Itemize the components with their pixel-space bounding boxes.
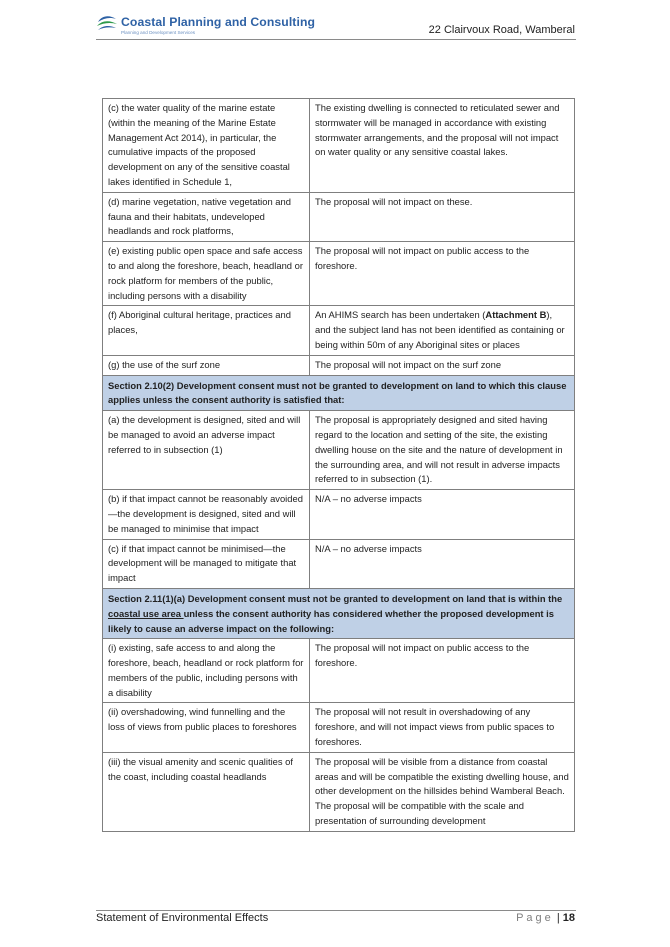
- section-heading: [103, 588, 575, 638]
- company-tagline: Planning and Development Services: [121, 30, 196, 35]
- criterion-cell: (c) the water quality of the marine estate (within the meaning of the Marine Estate Management Act 2014), in particular, the cumulative impacts of the proposed development on any of the sensitive coastal lakes identified in Schedule 1,: [103, 99, 310, 193]
- response-cell: N/A – no adverse impacts: [310, 539, 575, 588]
- table-row: [103, 539, 575, 588]
- wave-swoosh-icon: [96, 14, 118, 34]
- response-text: An AHIMS search has been undertaken (: [315, 309, 486, 321]
- response-cell: The proposal will be visible from a distance from coastal areas and will be compatible the existing dwelling house, and other development on the hillsides behind Wamberal Beach. The proposal will be compatible with the scale and presentation of surrounding development: [310, 752, 575, 831]
- criterion-cell: (d) marine vegetation, native vegetation and fauna and their habitats, undeveloped headlands and rock platforms,: [103, 192, 310, 241]
- response-cell: The proposal will not impact on public access to the foreshore.: [310, 639, 575, 703]
- table-row: [103, 99, 575, 193]
- criterion-cell: (b) if that impact cannot be reasonably avoided—the development is designed, sited and will be managed to minimise that impact: [103, 490, 310, 539]
- attachment-reference: Attachment B: [485, 309, 547, 321]
- criterion-cell: (a) the development is designed, sited and will be managed to avoid an adverse impact referred to in subsection (1): [103, 411, 310, 490]
- company-logo: [96, 14, 316, 38]
- section-heading: Section 2.10(2) Development consent must not be granted to development on land to which this clause applies unless the consent authority is satisfied that:: [103, 375, 575, 411]
- response-cell: The proposal will not result in overshadowing of any foreshore, and will not impact views from public spaces to foreshores.: [310, 703, 575, 752]
- header-divider: [96, 39, 576, 40]
- document-title: Statement of Environmental Effects: [96, 912, 269, 924]
- table-row: [103, 355, 575, 375]
- table-row: [103, 639, 575, 703]
- table-row: [103, 490, 575, 539]
- footer-divider: [96, 910, 576, 911]
- response-cell: The existing dwelling is connected to reticulated sewer and stormwater will be managed in accordance with existing stormwater arrangements, and the proposal will not impact on water quality or any sensitive coastal lakes.: [310, 99, 575, 193]
- table-row: [103, 411, 575, 490]
- page-separator: |: [556, 912, 560, 924]
- site-address: 22 Clairvoux Road, Wamberal: [428, 24, 575, 36]
- coastal-use-area-term: coastal use area: [108, 607, 184, 619]
- criterion-cell: (c) if that impact cannot be minimised—the development will be managed to mitigate that impact: [103, 539, 310, 588]
- page-label: Page: [516, 912, 554, 924]
- response-cell: The proposal will not impact on public access to the foreshore.: [310, 242, 575, 306]
- criterion-cell: (f) Aboriginal cultural heritage, practices and places,: [103, 306, 310, 355]
- criterion-cell: (e) existing public open space and safe access to and along the foreshore, beach, headland or rock platform for members of the public, including persons with a disability: [103, 242, 310, 306]
- table-row: [103, 752, 575, 831]
- response-cell: The proposal will not impact on the surf zone: [310, 355, 575, 375]
- assessment-table-container: [102, 98, 575, 832]
- section-heading-row: [103, 375, 575, 411]
- page-number: 18: [562, 912, 575, 924]
- table-row: [103, 306, 575, 355]
- criterion-cell: (g) the use of the surf zone: [103, 355, 310, 375]
- table-row: [103, 242, 575, 306]
- table-row: [103, 192, 575, 241]
- table-row: [103, 703, 575, 752]
- criterion-cell: (i) existing, safe access to and along the foreshore, beach, headland or rock platform for members of the public, including persons with a disability: [103, 639, 310, 703]
- section-heading-text: unless the consent authority has considered whether the proposed development is likely to cause an adverse impact on the following:: [108, 607, 554, 634]
- response-text: ), and the subject land has not been identified as containing or being within 50m of any Aboriginal sites or places: [315, 309, 565, 350]
- company-name: Coastal Planning and Consulting: [121, 15, 316, 29]
- criterion-cell: (ii) overshadowing, wind funnelling and the loss of views from public places to foreshores: [103, 703, 310, 752]
- section-heading-text: Section 2.11(1)(a) Development consent must not be granted to development on land that is within the: [108, 592, 563, 604]
- response-cell: [310, 306, 575, 355]
- response-cell: N/A – no adverse impacts: [310, 490, 575, 539]
- page-indicator: [516, 912, 575, 924]
- response-cell: The proposal is appropriately designed and sited having regard to the location and setting of the site, the existing dwelling house on the site and the nature of development in the surrounding area, and will not result in adverse impacts referred to in subsection (1).: [310, 411, 575, 490]
- page-header: [0, 0, 670, 44]
- section-heading-row: [103, 588, 575, 638]
- response-cell: The proposal will not impact on these.: [310, 192, 575, 241]
- assessment-table: [102, 98, 575, 832]
- criterion-cell: (iii) the visual amenity and scenic qualities of the coast, including coastal headlands: [103, 752, 310, 831]
